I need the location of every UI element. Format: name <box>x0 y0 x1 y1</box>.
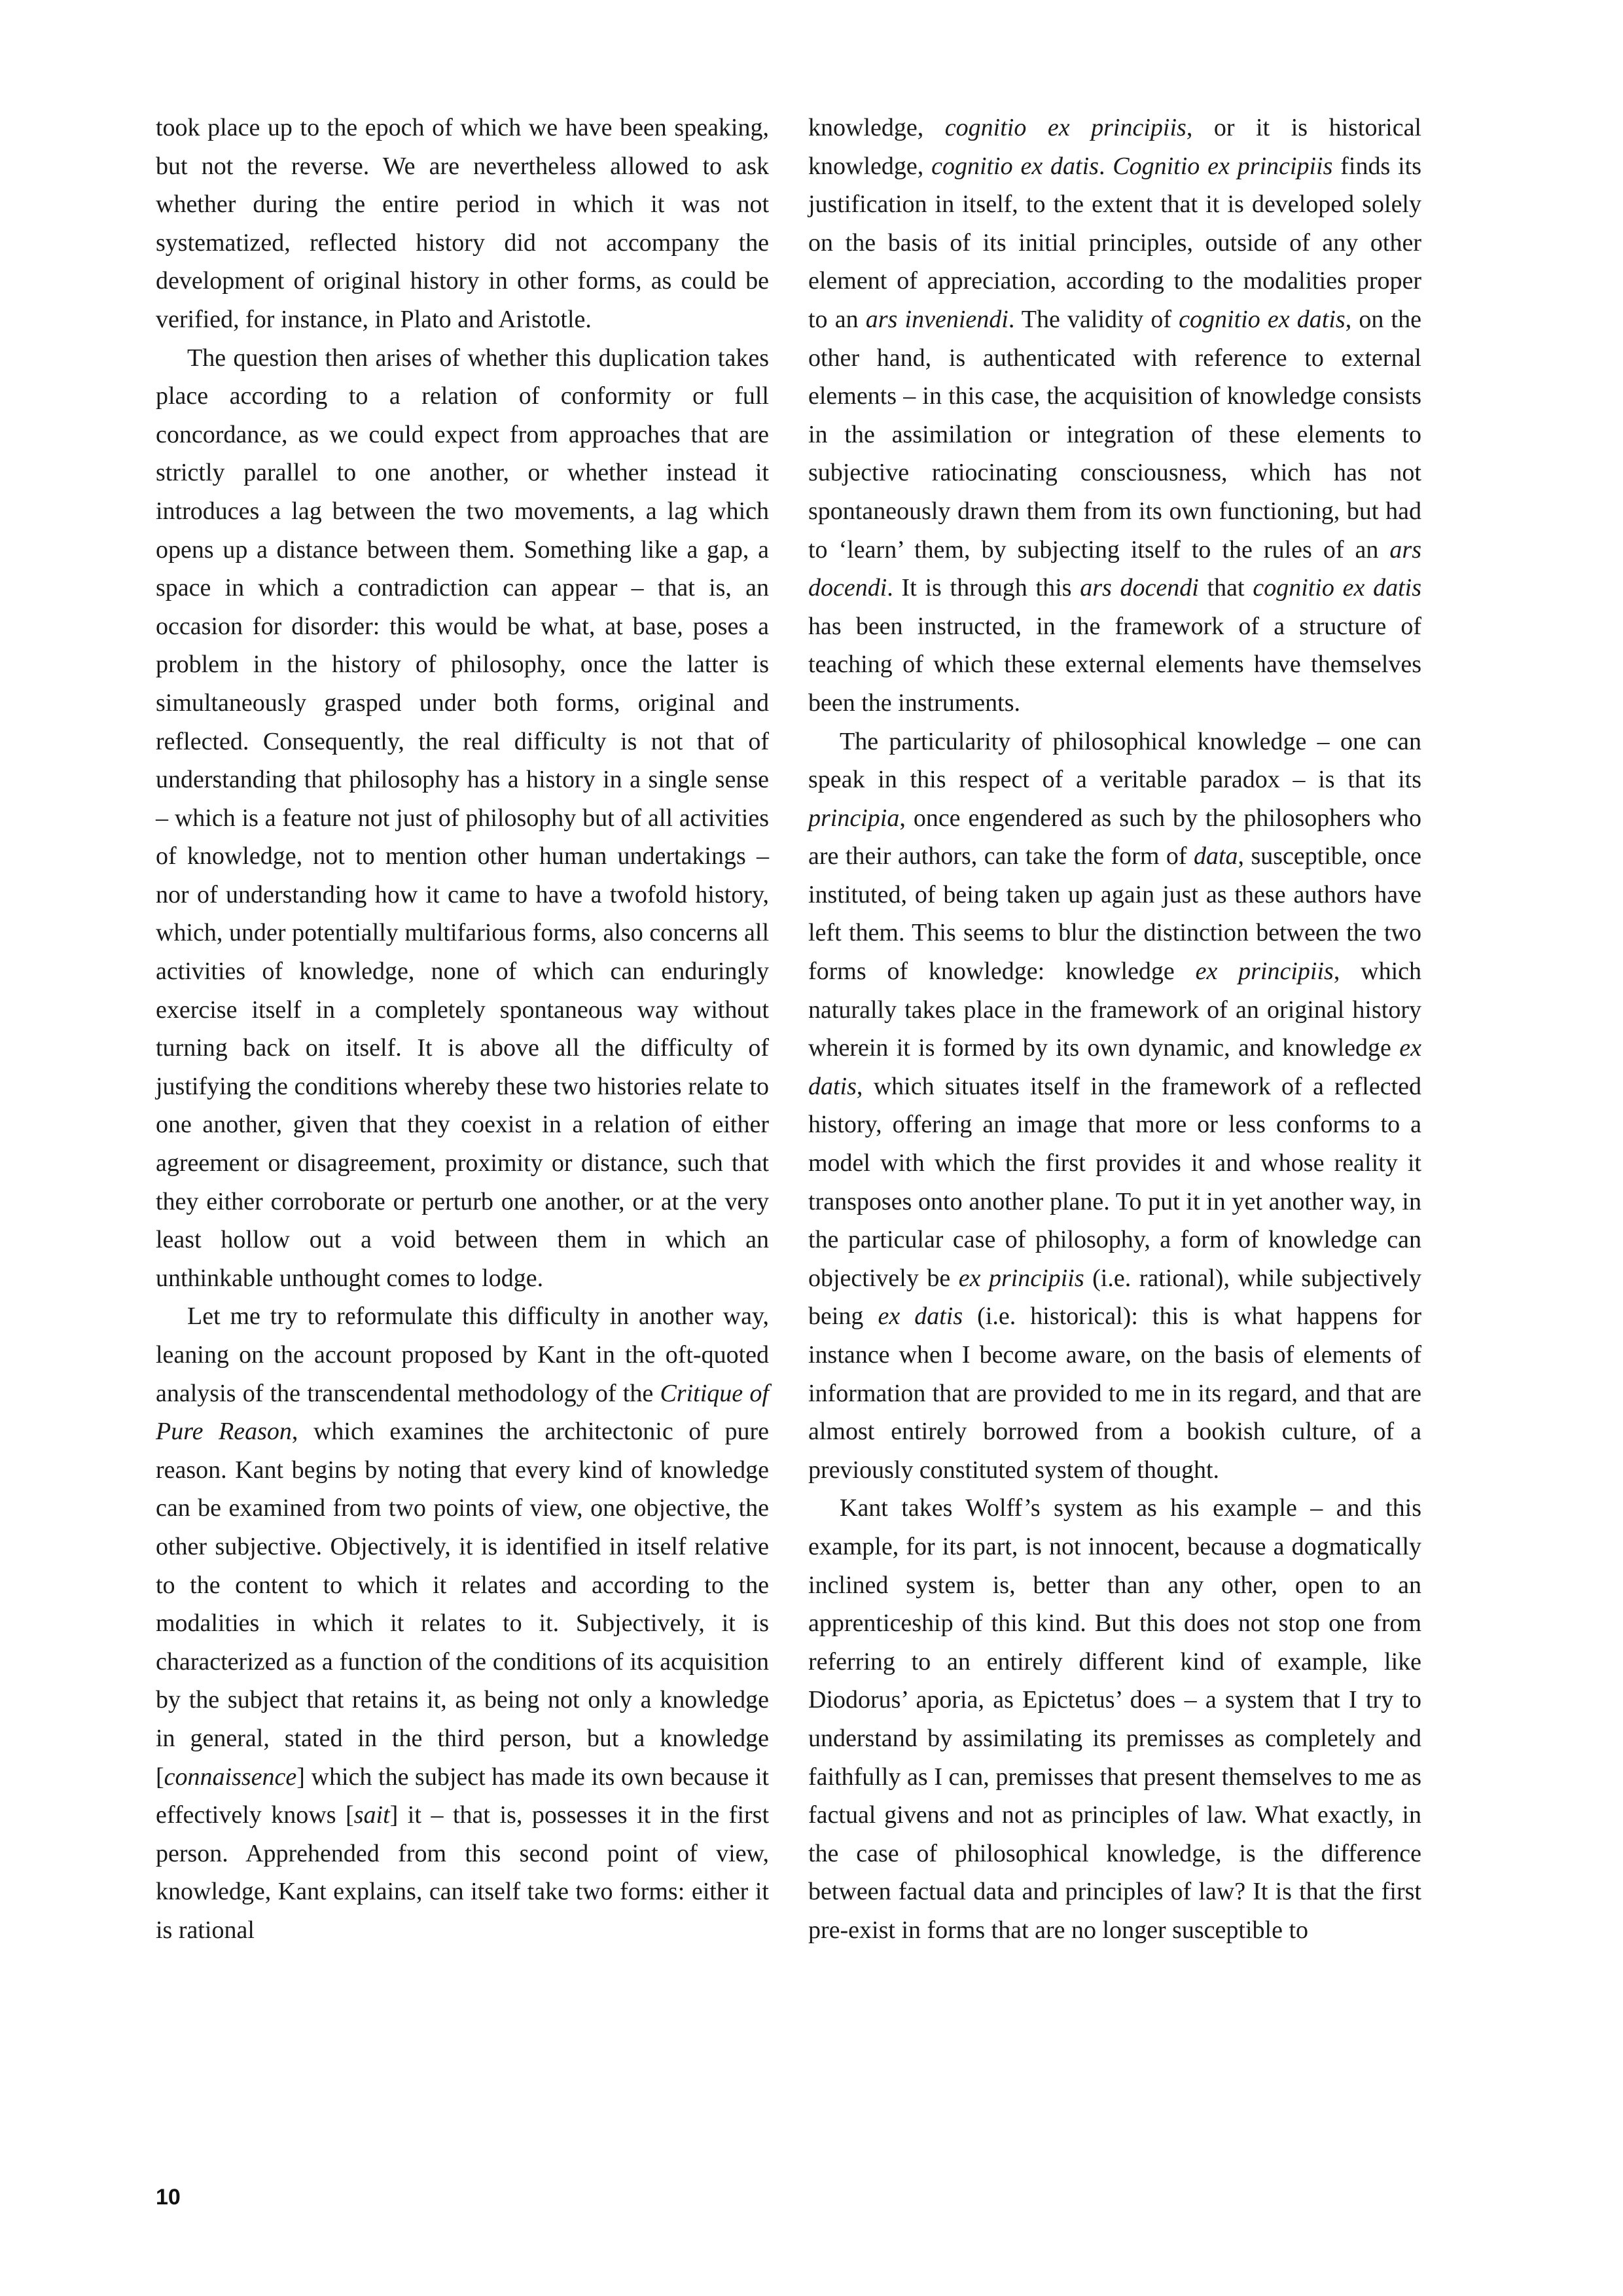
paragraph-kant-reformulation: Let me try to reformulate this difficulty in another way, leaning on the account proposed by Kant in the oft-quoted analysis of the transcendental methodology of the Critique of Pure Reason, which examines the architectonic of pure reason. Kant begins by noting that every kind of knowledge can be examined from two points of view, one objective, the other subjective. Objectively, it is identified in itself relative to the content to which it relates and according to the modalities in which it relates to it. Subjectively, it is characterized as a function of the conditions of its acquisition by the subject that retains it, as being not only a knowledge in general, stated in the third person, but a knowledge [connaissence] which the subject has made its own because it effectively knows [sait] it – that is, possesses it in the first person. Apprehended from this second point of view, knowledge, Kant explains, can itself take two forms: either it is rational <box>156 1302 770 1944</box>
left-text-column <box>156 109 769 1950</box>
paragraph-duplication-question: The question then arises of whether this duplication takes place according to a relation of conformity or full concordance, as we could expect from approaches that are strictly parallel to one another, or whether instead it introduces a lag between the two movements, a lag which opens up a distance between them. Something like a gap, a space in which a contradiction can appear – that is, an occasion for disorder: this would be what, at base, poses a problem in the history of philosophy, once the latter is simultaneously grasped under both forms, original and reflected. Consequently, the real difficulty is not that of understanding that philosophy has a history in a single sense – which is a feature not just of philosophy but of all activities of knowledge, not to mention other human undertakings – nor of understanding how it came to have a twofold history, which, under potentially multifarious forms, also concerns all activities of knowledge, none of which can enduringly exercise itself in a completely spontaneous way without turning back on itself. It is above all the difficulty of justifying the conditions whereby these two histories relate to one another, given that they coexist in a relation of either agreement or disagreement, proximity or distance, such that they either corroborate or perturb one another, or at the very least hollow out a void between them in which an unthinkable unthought comes to lodge. <box>156 344 769 1292</box>
paragraph-cognitio: knowledge, cognitio ex principiis, or it is historical knowledge, cognitio ex datis. Cognitio ex principiis finds its justification in itself, to the extent that it is developed solely on the basis of its initial principles, outside of any other element of appreciation, according to the modalities proper to an ars inveniendi. The validity of cognitio ex datis, on the other hand, is authenticated with reference to external elements – in this case, the acquisition of knowledge consists in the assimilation or integration of these elements to subjective ratiocinating consciousness, which has not spontaneously drawn them from its own functioning, but had to ‘learn’ them, by subjecting itself to the rules of an ars docendi. It is through this ars docendi that cognitio ex datis has been instructed, in the framework of a structure of teaching of which these external elements have themselves been the instruments. <box>808 114 1421 717</box>
paragraph-continuation: took place up to the epoch of which we have been speaking, but not the reverse. We are nevertheless allowed to ask whether during the entire period in which it was not systematized, reflected history did not accompany the development of original history in other forms, as could be verified, for instance, in Plato and Aristotle. <box>156 114 769 333</box>
page-number: 10 <box>156 2185 181 2210</box>
right-text-column <box>808 109 1421 1950</box>
paragraph-wolff-example: Kant takes Wolff’s system as his example – and this example, for its part, is not innocent, because a dogmatically inclined system is, better than any other, open to an apprenticeship of this kind. But this does not stop one from referring to an entirely different kind of example, like Diodorus’ aporia, as Epictetus’ does – a system that I try to understand by assimilating its premisses as completely and faithfully as I can, premisses that present themselves to me as factual givens and not as principles of law. What exactly, in the case of philosophical knowledge, is the difference between factual data and principles of law? It is that the first pre-exist in forms that are no longer susceptible to <box>808 1494 1421 1944</box>
paragraph-particularity: The particularity of philosophical knowledge – one can speak in this respect of a veritable paradox – is that its principia, once engendered as such by the philosophers who are their authors, can take the form of data, susceptible, once instituted, of being taken up again just as these authors have left them. This seems to blur the distinction between the two forms of knowledge: knowledge ex principiis, which naturally takes place in the framework of an original history wherein it is formed by its own dynamic, and knowledge ex datis, which situates itself in the framework of a reflected history, offering an image that more or less conforms to a model with which the first provides it and whose reality it transposes onto another plane. To put it in yet another way, in the particular case of philosophy, a form of knowledge can objectively be ex principiis (i.e. rational), while subjectively being ex datis (i.e. historical): this is what happens for instance when I become aware, on the basis of elements of information that are provided to me in its regard, and that are almost entirely borrowed from a bookish culture, of a previously constituted system of thought. <box>808 727 1422 1484</box>
